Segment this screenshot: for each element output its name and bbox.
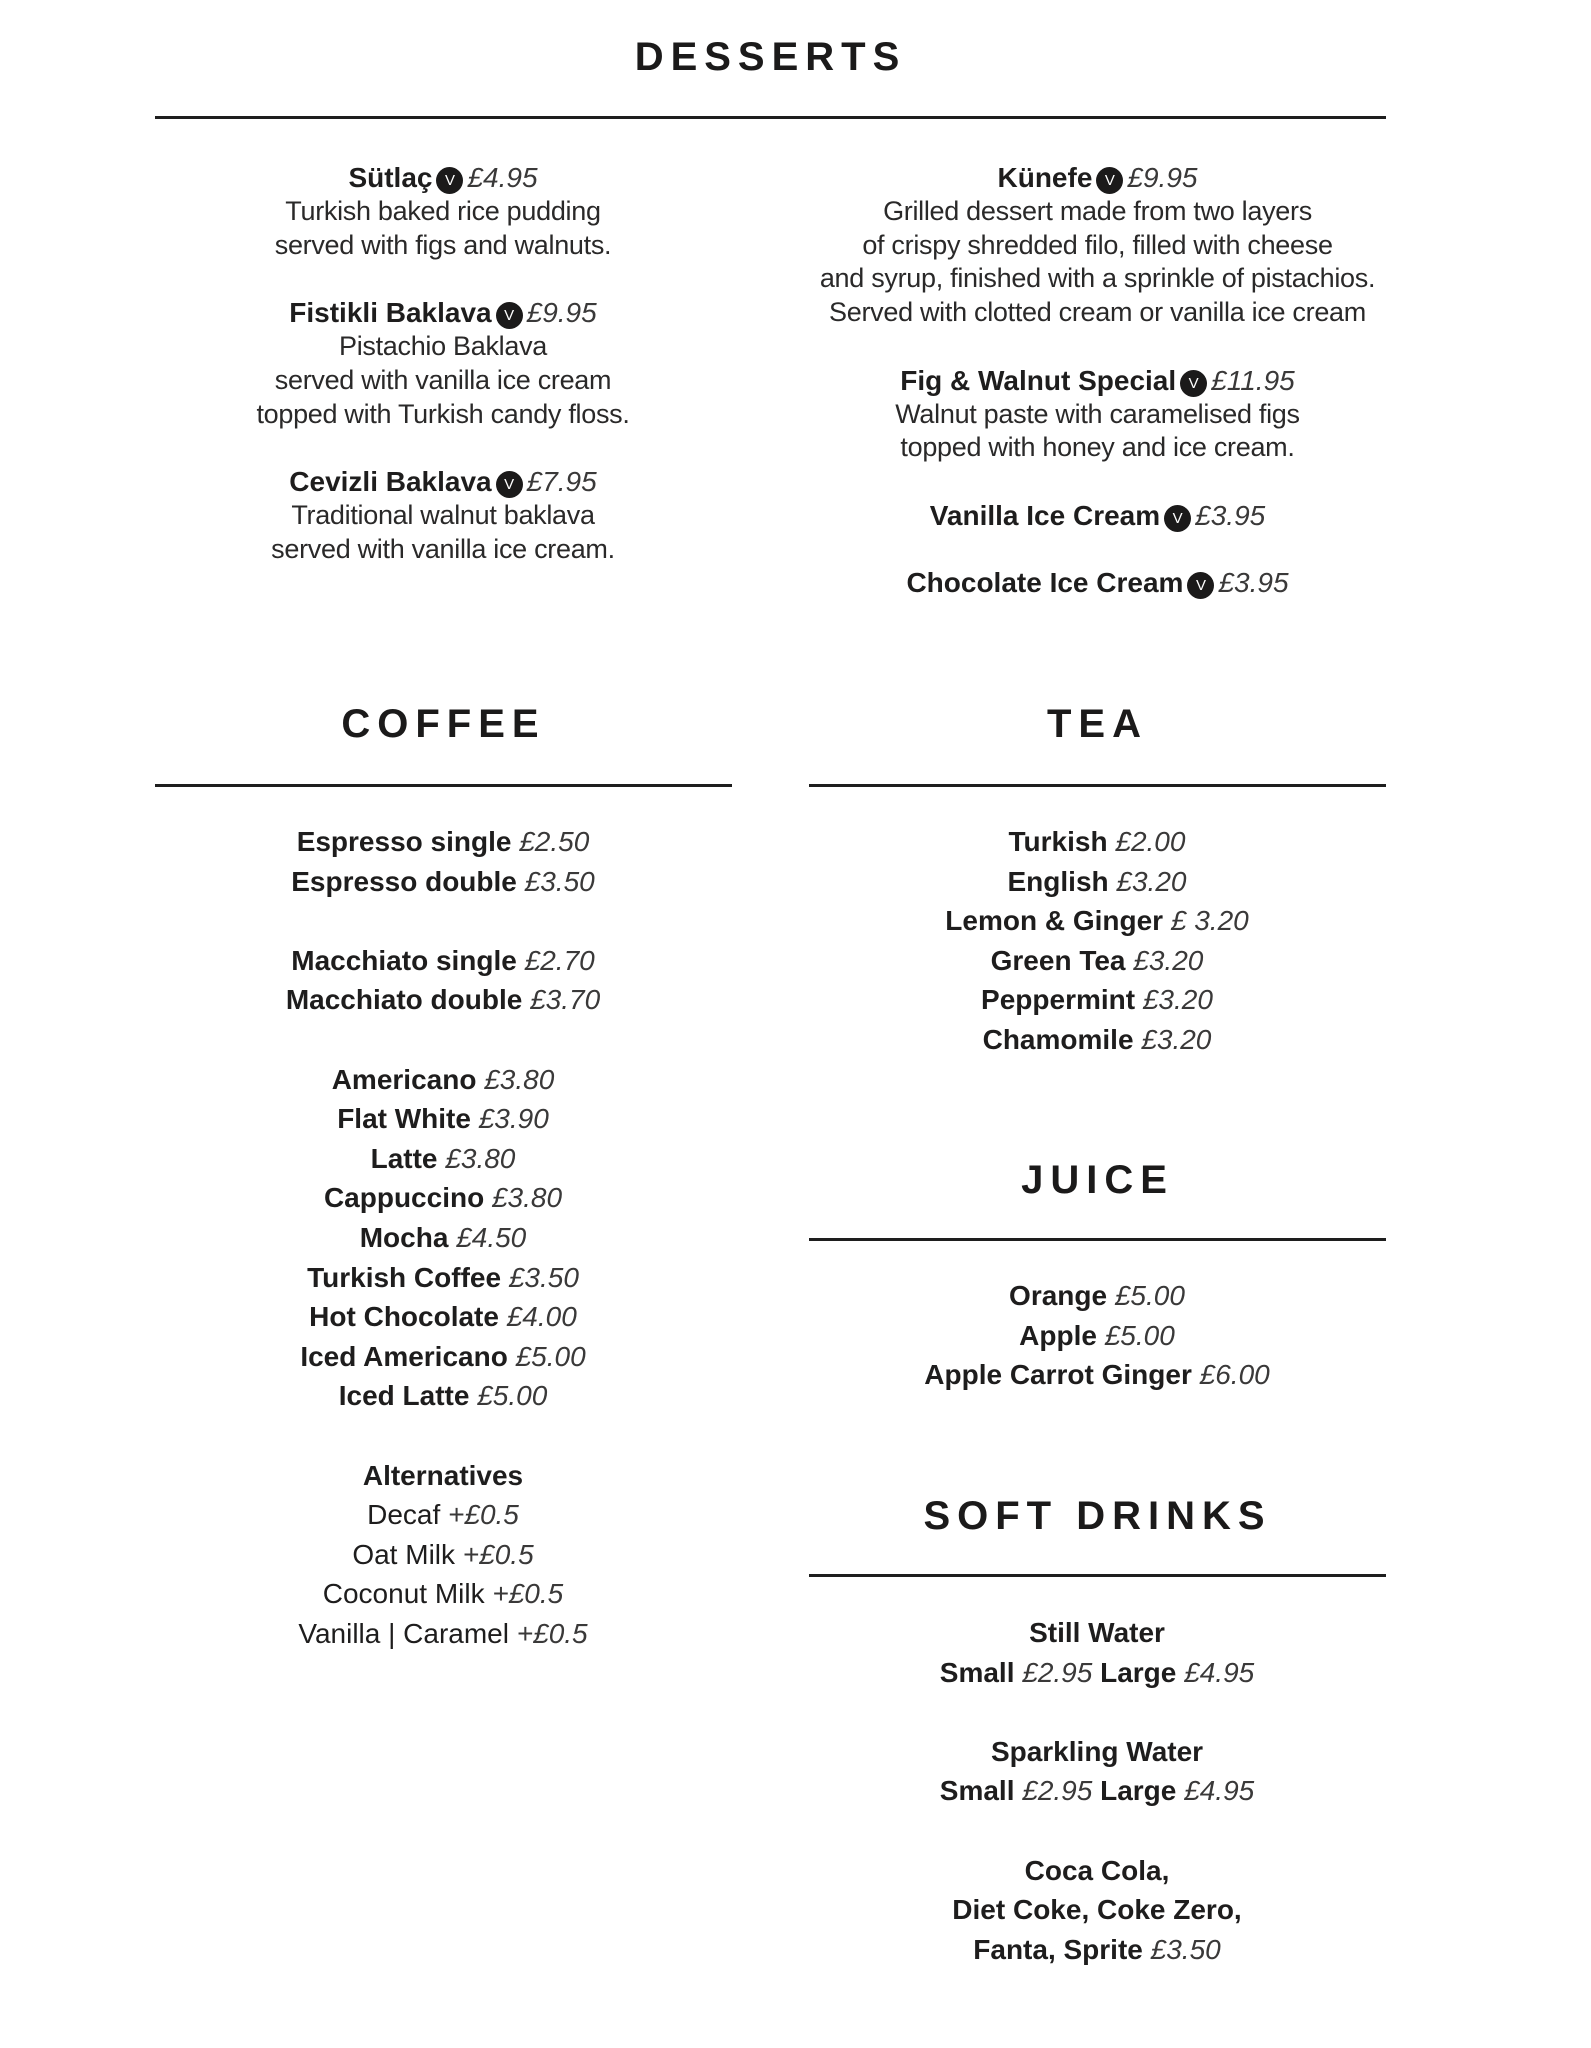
item-name: Macchiato double bbox=[285, 984, 523, 1016]
menu-item-still-water bbox=[797, 1613, 1397, 1653]
item-name: Macchiato single bbox=[291, 944, 517, 976]
item-name: Coconut Milk bbox=[322, 1578, 485, 1610]
item-name: Iced Latte bbox=[338, 1380, 470, 1412]
item-price: £5.00 bbox=[1114, 1280, 1185, 1311]
menu-item bbox=[143, 1139, 743, 1179]
dessert-name: Cevizli Baklava bbox=[289, 465, 492, 497]
dessert-name: Fig & Walnut Special bbox=[900, 364, 1177, 396]
item-name: Americano bbox=[331, 1063, 477, 1095]
item-name: Green Tea bbox=[990, 944, 1126, 976]
vegetarian-badge-icon: V bbox=[1164, 505, 1191, 532]
item-price: £4.95 bbox=[1184, 1656, 1255, 1688]
menu-item bbox=[143, 1218, 743, 1258]
dessert-price: £7.95 bbox=[526, 465, 597, 497]
item-name: Turkish Coffee bbox=[307, 1261, 502, 1293]
item-price: £3.70 bbox=[530, 984, 601, 1016]
tea-list bbox=[797, 822, 1397, 1060]
item-price: £3.20 bbox=[1142, 984, 1213, 1016]
desserts-left-column bbox=[143, 161, 743, 566]
item-price: £2.50 bbox=[519, 826, 590, 857]
dessert-price: £3.95 bbox=[1195, 499, 1266, 531]
item-name: Flat White bbox=[337, 1103, 471, 1135]
alternative-item bbox=[143, 1614, 743, 1654]
item-price: +£0.5 bbox=[448, 1499, 519, 1531]
item-name: Espresso double bbox=[291, 865, 517, 897]
item-price: £ 3.20 bbox=[1170, 905, 1249, 937]
soda-line bbox=[797, 1890, 1397, 1930]
size-label: Large bbox=[1100, 1656, 1177, 1688]
item-price: £5.00 bbox=[515, 1340, 586, 1372]
item-name: English bbox=[1007, 865, 1109, 897]
desserts-right-column bbox=[770, 161, 1425, 600]
dessert-description-line: Grilled dessert made from two layers bbox=[883, 196, 1312, 226]
item-name: Hot Chocolate bbox=[309, 1301, 499, 1333]
item-name: Apple bbox=[1019, 1319, 1097, 1351]
dessert-description-line: and syrup, finished with a sprinkle of pistachios. bbox=[819, 263, 1376, 294]
coffee-divider bbox=[155, 784, 732, 787]
menu-item bbox=[143, 1178, 743, 1218]
dessert-name: Künefe bbox=[997, 162, 1093, 193]
menu-item bbox=[143, 862, 743, 902]
dessert-price: £11.95 bbox=[1211, 364, 1295, 396]
menu-item bbox=[797, 1020, 1397, 1060]
item-price: £3.50 bbox=[1150, 1933, 1221, 1965]
alternative-item bbox=[143, 1574, 743, 1614]
item-price: £3.20 bbox=[1133, 944, 1204, 976]
menu-item-sparkling-water bbox=[797, 1732, 1397, 1772]
item-price: +£0.5 bbox=[516, 1617, 588, 1649]
menu-item bbox=[143, 822, 743, 862]
size-prices bbox=[797, 1653, 1397, 1693]
item-name: Fanta, Sprite bbox=[973, 1933, 1143, 1965]
menu-item bbox=[143, 1258, 743, 1298]
item-price: £3.20 bbox=[1116, 865, 1187, 897]
menu-item bbox=[797, 1316, 1397, 1356]
dessert-item-sutlac bbox=[143, 161, 743, 262]
juice-divider bbox=[809, 1238, 1386, 1241]
dessert-price: £4.95 bbox=[467, 162, 538, 193]
vegetarian-badge-icon: V bbox=[1180, 370, 1207, 397]
dessert-price: £3.95 bbox=[1218, 567, 1289, 599]
dessert-description-line: topped with honey and ice cream. bbox=[900, 432, 1295, 463]
item-name: Iced Americano bbox=[300, 1340, 508, 1372]
dessert-name: Chocolate Ice Cream bbox=[906, 567, 1184, 599]
desserts-heading: DESSERTS bbox=[634, 35, 907, 79]
item-name: Vanilla | Caramel bbox=[298, 1617, 509, 1649]
item-price: £2.95 bbox=[1022, 1775, 1093, 1807]
dessert-item-fig-walnut-special bbox=[770, 364, 1425, 465]
item-name: Turkish bbox=[1008, 826, 1108, 857]
dessert-description-line: served with figs and walnuts. bbox=[274, 229, 612, 260]
item-price: £6.00 bbox=[1199, 1359, 1270, 1391]
juice-list bbox=[797, 1276, 1397, 1395]
size-label: Small bbox=[939, 1656, 1015, 1688]
menu-item bbox=[143, 941, 743, 981]
item-price: £3.20 bbox=[1141, 1023, 1212, 1055]
dessert-description-line: Walnut paste with caramelised figs bbox=[895, 398, 1300, 429]
dessert-item-cevizli-baklava bbox=[143, 465, 743, 566]
item-name: Latte bbox=[370, 1142, 438, 1174]
item-name: Peppermint bbox=[981, 984, 1136, 1016]
menu-item bbox=[797, 822, 1397, 862]
dessert-price: £9.95 bbox=[526, 297, 597, 329]
item-price: £5.00 bbox=[477, 1380, 548, 1412]
dessert-name: Vanilla Ice Cream bbox=[929, 499, 1161, 531]
item-name: Apple Carrot Ginger bbox=[924, 1359, 1192, 1391]
alternatives-heading bbox=[143, 1456, 743, 1496]
menu-item bbox=[143, 1337, 743, 1377]
item-price: +£0.5 bbox=[492, 1578, 564, 1610]
item-name: Orange bbox=[1009, 1280, 1108, 1311]
vegetarian-badge-icon: V bbox=[1187, 572, 1214, 599]
item-name: Decaf bbox=[367, 1499, 441, 1531]
soda-line bbox=[797, 1930, 1397, 1970]
menu-item bbox=[797, 980, 1397, 1020]
alternative-item bbox=[143, 1535, 743, 1575]
vegetarian-badge-icon: V bbox=[1096, 167, 1123, 194]
size-label: Large bbox=[1100, 1775, 1177, 1807]
item-price: £3.80 bbox=[484, 1063, 555, 1095]
dessert-name: Fistikli Baklava bbox=[289, 297, 492, 329]
item-name: Sparkling Water bbox=[990, 1735, 1204, 1767]
item-price: £4.95 bbox=[1184, 1775, 1255, 1807]
menu-item bbox=[143, 1099, 743, 1139]
dessert-item-vanilla-ice-cream bbox=[770, 499, 1425, 533]
vegetarian-badge-icon: V bbox=[496, 302, 523, 329]
dessert-item-kunefe bbox=[770, 161, 1425, 330]
size-prices bbox=[797, 1771, 1397, 1811]
menu-item bbox=[797, 941, 1397, 981]
dessert-description-line: topped with Turkish candy floss. bbox=[256, 398, 630, 429]
item-name: Still Water bbox=[1029, 1617, 1165, 1648]
dessert-price: £9.95 bbox=[1127, 162, 1198, 193]
menu-item bbox=[797, 1355, 1397, 1395]
item-price: £3.80 bbox=[445, 1142, 516, 1174]
menu-item bbox=[143, 1060, 743, 1100]
soft-drinks-list bbox=[797, 1613, 1397, 1969]
menu-item bbox=[797, 1276, 1397, 1316]
item-price: £3.90 bbox=[478, 1103, 549, 1135]
dessert-description-line: served with vanilla ice cream. bbox=[271, 533, 615, 564]
menu-item bbox=[143, 980, 743, 1020]
dessert-item-chocolate-ice-cream bbox=[770, 566, 1425, 600]
dessert-description-line: of crispy shredded filo, filled with cheese bbox=[862, 229, 1333, 260]
tea-divider bbox=[809, 784, 1386, 787]
item-price: £2.70 bbox=[524, 944, 595, 976]
item-price: £3.50 bbox=[524, 865, 595, 897]
item-name: Mocha bbox=[359, 1221, 449, 1253]
vegetarian-badge-icon: V bbox=[436, 167, 463, 194]
item-price: £2.00 bbox=[1115, 826, 1186, 857]
soda-line bbox=[797, 1851, 1397, 1891]
coffee-heading: COFFEE bbox=[341, 702, 546, 746]
item-name: Cappuccino bbox=[323, 1182, 485, 1214]
item-price: £4.00 bbox=[506, 1301, 577, 1333]
menu-item bbox=[797, 901, 1397, 941]
item-name: Oat Milk bbox=[352, 1538, 456, 1570]
alternative-item bbox=[143, 1495, 743, 1535]
item-name: Lemon & Ginger bbox=[945, 905, 1164, 937]
item-name: Espresso single bbox=[296, 826, 512, 857]
dessert-description-line: served with vanilla ice cream bbox=[274, 364, 612, 395]
item-price: £3.80 bbox=[491, 1182, 563, 1214]
vegetarian-badge-icon: V bbox=[496, 471, 523, 498]
item-name: Chamomile bbox=[982, 1023, 1134, 1055]
menu-item bbox=[797, 862, 1397, 902]
desserts-divider bbox=[155, 116, 1386, 119]
item-price: +£0.5 bbox=[462, 1538, 534, 1570]
item-price: £5.00 bbox=[1104, 1319, 1175, 1351]
coffee-list bbox=[143, 822, 743, 1653]
menu-item bbox=[143, 1376, 743, 1416]
soft-drinks-heading: SOFT DRINKS bbox=[923, 1494, 1272, 1538]
item-price: £4.50 bbox=[456, 1221, 527, 1253]
dessert-description-line: Traditional walnut baklava bbox=[291, 499, 595, 530]
dessert-description-line: Pistachio Baklava bbox=[338, 331, 547, 362]
juice-heading: JUICE bbox=[1021, 1158, 1174, 1202]
dessert-description-line: Served with clotted cream or vanilla ice cream bbox=[829, 297, 1366, 328]
menu-item bbox=[143, 1297, 743, 1337]
tea-heading: TEA bbox=[1047, 702, 1148, 746]
size-label: Small bbox=[939, 1775, 1015, 1807]
item-price: £3.50 bbox=[508, 1261, 579, 1293]
item-name: Coca Cola, bbox=[1024, 1854, 1170, 1886]
item-name: Diet Coke, Coke Zero, bbox=[952, 1894, 1242, 1926]
dessert-item-fistikli-baklava bbox=[143, 296, 743, 431]
dessert-description-line: Turkish baked rice pudding bbox=[285, 196, 601, 226]
item-price: £2.95 bbox=[1022, 1656, 1093, 1688]
dessert-name: Sütlaç bbox=[348, 162, 433, 193]
soft-drinks-divider bbox=[809, 1574, 1386, 1577]
alternatives-title: Alternatives bbox=[362, 1459, 524, 1491]
